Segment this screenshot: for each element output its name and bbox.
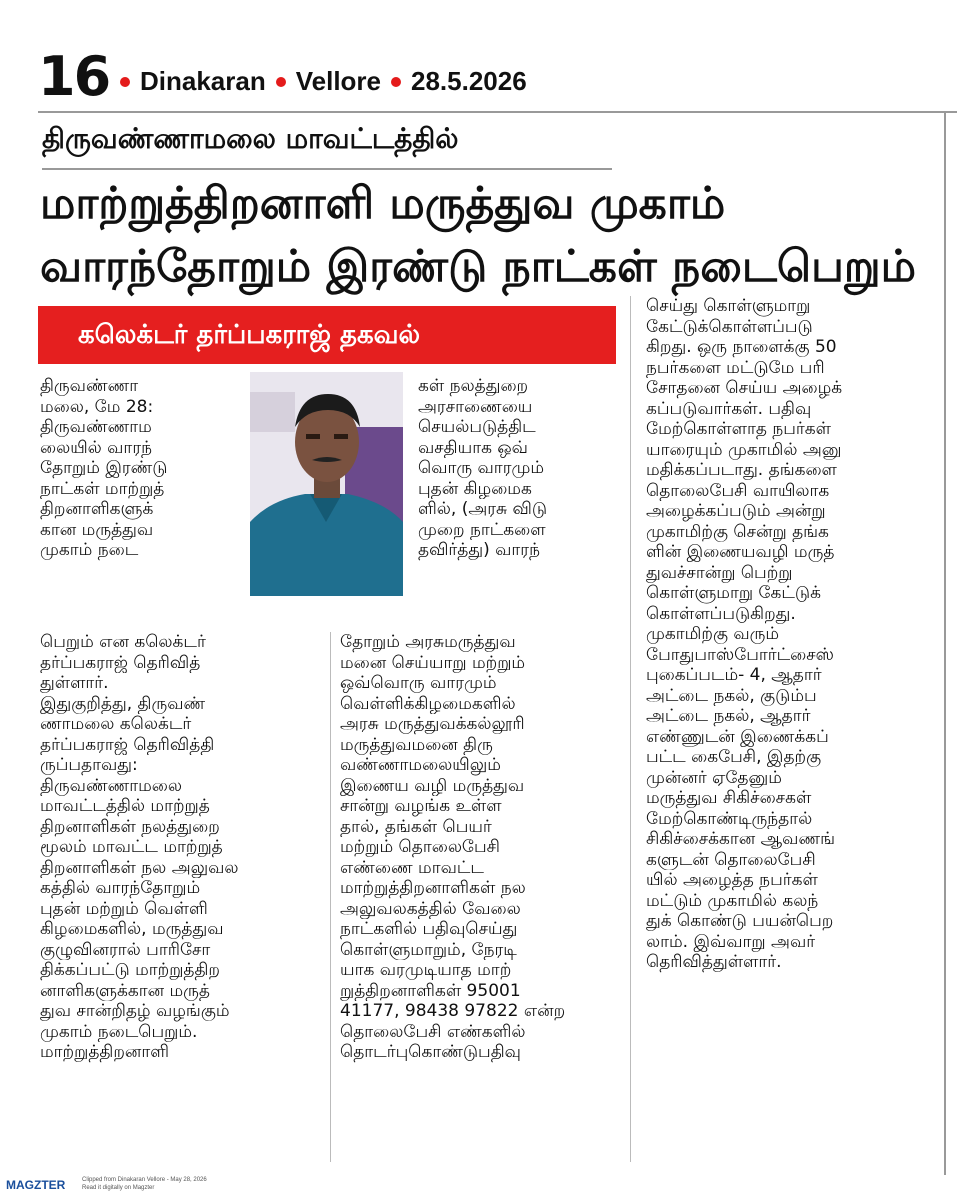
article-text-line: பட்ட கைபேசி, இதற்கு	[646, 747, 822, 767]
article-text-line: புதன் கிழமைக	[418, 478, 532, 499]
article-text-line: இதுகுறித்து, திருவண்	[40, 693, 206, 714]
article-text-line: களுடன் தொலைபேசி	[646, 849, 816, 870]
article-text-line: ளில், (அரசு விடு	[418, 499, 548, 519]
article-text-line: தெரிவித்துள்ளார்.	[646, 952, 782, 972]
article-text-line: திருவண்ணாமலை	[40, 775, 182, 796]
article-text-line: சான்று வழங்க உள்ள	[340, 796, 502, 816]
article-text-line: றுத்திறனாளிகள் 95001	[340, 980, 521, 1001]
article-text-line: திறனாளிகள் நல அலுவல	[40, 857, 239, 878]
article-text-line: துக் கொண்டு பயன்பெற	[646, 911, 834, 931]
article-text-line: முகாம் நடைபெறும்.	[40, 1021, 198, 1042]
page-number: 16	[38, 45, 110, 108]
article-text-line: தொலைபேசி எண்களில்	[340, 1021, 526, 1042]
column-2-top	[418, 376, 612, 561]
article-text-line: மூலம் மாவட்ட மாற்றுத்	[40, 837, 223, 857]
article-text-line: நாட்கள் மாற்றுத்	[40, 478, 165, 499]
article-text-line: தோறும் இரண்டு	[40, 458, 168, 478]
article-text-line: திருவண்ணாம	[40, 417, 152, 437]
article-text-line: கொள்ளுமாறு கேட்டுக்	[646, 583, 821, 603]
article-text-line: மதிக்கப்படாது. தங்களை	[646, 460, 837, 480]
collector-photo	[250, 372, 403, 596]
article-text-line: னாளிகளுக்கான மருத்	[40, 980, 210, 1001]
article-text-line: லாம். இவ்வாறு அவர்	[646, 931, 816, 952]
article-text-line: துள்ளார்.	[40, 673, 109, 693]
issue-date: 28.5.2026	[411, 66, 527, 96]
article-text-line: தவிர்த்து) வாரந்	[418, 540, 540, 560]
article-text-line: எண்ணுடன் இணைக்கப்	[646, 726, 829, 747]
article-text-line: ருப்பதாவது:	[40, 755, 138, 775]
article-text-line: கப்படுவார்கள். பதிவு	[646, 398, 812, 419]
article-text-line: பெறும் என கலெக்டர்	[40, 632, 206, 652]
article-text-line: அரசு மருத்துவக்கல்லூரி	[340, 714, 525, 734]
article-text-line: மருத்துவமனை திரு	[340, 734, 493, 755]
article-text-line: மலை, மே 28:	[40, 396, 154, 417]
article-text-line: கத்தில் வாரந்தோறும்	[40, 878, 201, 898]
article-text-line: முன்னர் ஏதேனும்	[646, 767, 782, 788]
article-text-line: துவ சான்றிதழ் வழங்கும்	[40, 1001, 230, 1021]
article-text-line: கேட்டுக்கொள்ளப்படு	[646, 316, 813, 337]
article-text-line: சோதனை செய்ய அழைக்	[646, 378, 843, 398]
article-text-line: வண்ணாமலையிலும்	[340, 755, 501, 775]
article-text-line: திறனாளிகளுக்	[40, 499, 154, 519]
edition-name: Vellore	[295, 66, 382, 96]
article-text-line: அழைக்கப்படும் அன்று	[646, 501, 826, 521]
column-divider	[630, 296, 631, 1162]
article-text-line: வொரு வாரமும்	[418, 458, 545, 478]
article-text-line: அரசாணையை	[418, 396, 533, 417]
column-3	[646, 296, 928, 973]
article-text-line: வசதியாக ஒவ்	[418, 437, 528, 458]
article-text-line: திருவண்ணா	[40, 376, 139, 396]
article-text-line: மருத்துவ சிகிச்சைகள்	[646, 788, 812, 808]
article-text-line: மேற்கொள்ளாத நபர்கள்	[646, 419, 831, 439]
article-text-line: முகாமிற்கு சென்று தங்க	[646, 521, 829, 542]
article-text-line: ஒவ்வொரு வாரமும்	[340, 673, 497, 693]
bullet-icon	[391, 77, 401, 87]
article-text-line: நபர்களை மட்டுமே பரி	[646, 357, 825, 378]
article-text-line: நாட்களில் பதிவுசெய்து	[340, 919, 518, 939]
article-text-line: இணைய வழி மருத்துவ	[340, 775, 525, 796]
article-text-line: அட்டை நகல், குடும்ப	[646, 685, 817, 706]
bullet-icon	[276, 77, 286, 87]
article-text-line: குழுவினரால் பாரிசோ	[40, 939, 211, 960]
subheadline-banner: கலெக்டர் தர்ப்பகராஜ் தகவல்	[38, 306, 616, 364]
masthead	[120, 66, 527, 97]
article-text-line: யாக வரமுடியாத மாற்	[340, 960, 512, 980]
article-text-line: வெள்ளிக்கிழமைகளில்	[340, 693, 516, 714]
article-text-line: சிகிச்சைக்கான ஆவணங்	[646, 829, 835, 849]
newspaper-name: Dinakaran	[140, 66, 266, 96]
article-text-line: ணாமலை கலெக்டர்	[40, 714, 192, 734]
article-text-line: போதுபாஸ்போர்ட்சைஸ்	[646, 644, 834, 665]
article-text-line: யாரையும் முகாமில் அனு	[646, 439, 842, 460]
article-text-line: அலுவலகத்தில் வேலை	[340, 898, 521, 919]
headline-line-2: வாரந்தோறும் இரண்டு நாட்கள் நடைபெறும்	[40, 241, 917, 292]
clip-credit-line-1: Clipped from Dinakaran Vellore - May 28, 2026	[82, 1177, 207, 1183]
article-text-line: திக்கப்பட்டு மாற்றுத்திற	[40, 960, 221, 980]
article-text-line: மேற்கொண்டிருந்தால்	[646, 808, 813, 829]
clip-credit-line-2: Read it digitally on Magzter	[82, 1185, 155, 1191]
article-text-line: மாற்றுத்திறனாளிகள் நல	[340, 878, 526, 898]
article-text-line: 41177, 98438 97822 என்ற	[340, 1001, 566, 1021]
column-1-top	[40, 376, 238, 561]
article-text-line: திறனாளிகள் நலத்துறை	[40, 816, 220, 837]
article-text-line: புகைப்படம்- 4, ஆதார்	[646, 665, 822, 685]
article-text-line: செய்து கொள்ளுமாறு	[646, 296, 811, 316]
article-text-line: தொலைபேசி வாயிலாக	[646, 480, 830, 501]
article-text-line: மனை செய்யாறு மற்றும்	[340, 652, 526, 673]
column-2-bottom	[340, 632, 612, 1063]
article-text-line: மாவட்டத்தில் மாற்றுத்	[40, 796, 210, 816]
article-text-line: கள் நலத்துறை	[418, 376, 529, 396]
article-text-line: மற்றும் தொலைபேசி	[340, 837, 500, 857]
magzter-logo[interactable]: MAGZTER	[6, 1178, 66, 1192]
article-text-line: ளின் இணையவழி மருத்	[646, 542, 835, 562]
article-text-line: லையில் வாரந்	[40, 437, 153, 458]
article-text-line: கிழமைகளில், மருத்துவ	[40, 919, 224, 939]
page-edge-divider	[944, 113, 946, 1175]
article-text-line: தோறும் அரசுமருத்துவ	[340, 632, 516, 652]
article-text-line: எண்ணை மாவட்ட	[340, 857, 484, 878]
article-text-line: மாற்றுத்திறனாளி	[40, 1042, 170, 1062]
article-text-line: முறை நாட்களை	[418, 519, 546, 540]
article-text-line: கான மருத்துவ	[40, 519, 154, 540]
header-divider	[38, 111, 957, 113]
article-text-line: யில் அழைத்த நபர்கள்	[646, 870, 818, 890]
article-text-line: முகாமிற்கு வரும்	[646, 624, 780, 644]
article-text-line: துவச்சான்று பெற்று	[646, 562, 793, 583]
clip-credit	[82, 1176, 207, 1192]
article-text-line: தால், தங்கள் பெயர்	[340, 816, 492, 837]
article-text-line: மட்டும் முகாமில் கலந்	[646, 890, 819, 911]
column-1-bottom	[40, 632, 320, 1063]
article-text-line: அட்டை நகல், ஆதார்	[646, 706, 811, 726]
article-text-line: புதன் மற்றும் வெள்ளி	[40, 898, 208, 919]
article-text-line: முகாம் நடை	[40, 540, 139, 560]
article-kicker: திருவண்ணாமலை மாவட்டத்தில்	[42, 122, 459, 155]
article-text-line: தர்ப்பகராஜ் தெரிவித்	[40, 652, 201, 673]
headline-line-1: மாற்றுத்திறனாளி மருத்துவ முகாம்	[40, 178, 726, 229]
article-text-line: செயல்படுத்திட	[418, 417, 536, 437]
column-divider	[330, 632, 331, 1162]
article-text-line: கொள்ளுமாறும், நேரடி	[340, 939, 517, 960]
bullet-icon	[120, 77, 130, 87]
footer	[0, 1172, 957, 1200]
article-text-line: தர்ப்பகராஜ் தெரிவித்தி	[40, 734, 215, 755]
article-text-line: கிறது. ஒரு நாளைக்கு 50	[646, 337, 837, 357]
kicker-divider	[42, 168, 612, 170]
article-text-line: கொள்ளப்படுகிறது.	[646, 603, 796, 624]
article-text-line: தொடர்புகொண்டுபதிவு	[340, 1042, 521, 1062]
